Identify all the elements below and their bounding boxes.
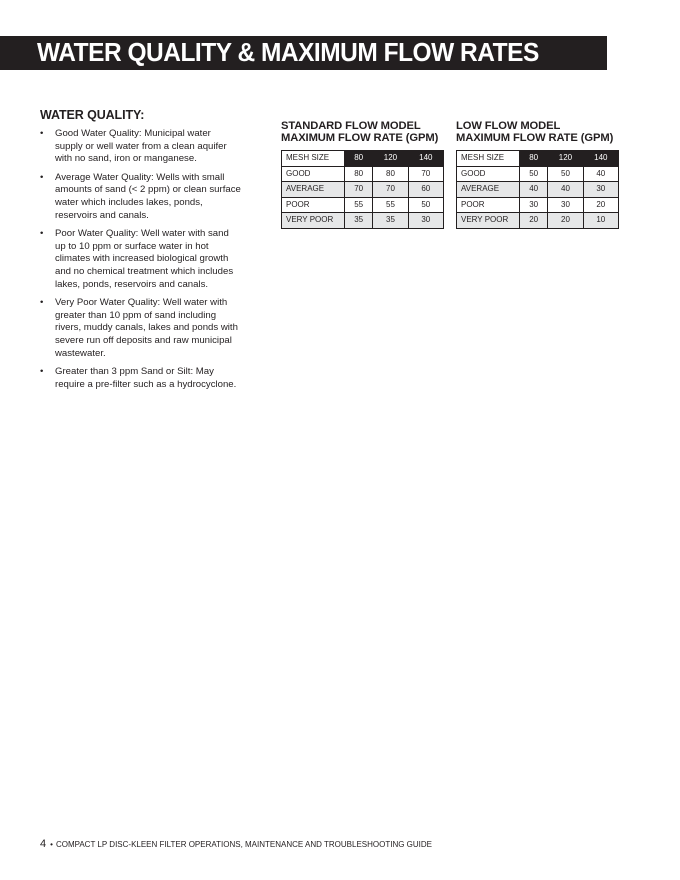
water-quality-line: reservoirs and canals. [55,209,149,221]
mesh-size-column-header: 140 [583,151,618,167]
water-quality-line: supply or well water from a clean aquifer [55,140,227,152]
bullet-icon: • [40,171,44,183]
low-flow-table [456,150,619,229]
water-quality-line: Poor Water Quality: Well water with sand [55,228,229,240]
flow-rate-cell: 30 [548,197,583,213]
water-quality-line: wastewater. [55,347,106,359]
page-number: 4 [40,838,47,850]
flow-rate-cell: 70 [345,182,373,198]
table-row [457,182,619,198]
footer-separator: • [50,840,53,849]
quality-label-cell: AVERAGE [457,182,520,198]
quality-label-cell: GOOD [282,166,345,182]
table-row [282,182,444,198]
water-quality-item [40,366,255,391]
standard-flow-heading-line1: STANDARD FLOW MODEL [281,120,421,132]
page-title: WATER QUALITY & MAXIMUM FLOW RATES [37,39,539,67]
water-quality-line: up to 10 ppm or surface water in hot [55,240,209,252]
flow-rate-cell: 30 [583,182,618,198]
flow-rate-cell: 35 [345,213,373,229]
flow-rate-cell: 40 [583,166,618,182]
quality-label-cell: POOR [282,197,345,213]
flow-rate-cell: 40 [548,182,583,198]
flow-rate-cell: 55 [373,197,408,213]
flow-rate-cell: 60 [408,182,443,198]
water-quality-line: Greater than 3 ppm Sand or Silt: May [55,366,214,378]
mesh-size-column-header: 120 [548,151,583,167]
bullet-icon: • [40,366,44,378]
flow-rate-cell: 70 [408,166,443,182]
flow-rate-cell: 20 [520,213,548,229]
water-quality-line: severe run off deposits and raw municipal [55,334,232,346]
flow-rate-cell: 70 [373,182,408,198]
standard-flow-heading [281,120,444,144]
standard-flow-heading-line2: MAXIMUM FLOW RATE (GPM) [281,132,439,144]
low-flow-heading-line1: LOW FLOW MODEL [456,120,561,132]
table-row [457,166,619,182]
flow-rate-cell: 80 [373,166,408,182]
table-row [282,166,444,182]
flow-rate-cell: 20 [548,213,583,229]
flow-rate-cell: 80 [345,166,373,182]
bullet-icon: • [40,228,44,240]
bullet-icon: • [40,128,44,139]
water-quality-heading: WATER QUALITY: [40,108,145,122]
quality-label-cell: VERY POOR [282,213,345,229]
flow-rate-cell: 50 [408,197,443,213]
water-quality-item [40,228,255,291]
low-flow-heading-line2: MAXIMUM FLOW RATE (GPM) [456,132,614,144]
water-quality-line: greater than 10 ppm of sand including [55,309,217,321]
mesh-size-header: MESH SIZE [282,151,345,167]
title-banner [0,36,607,70]
table-header-row [282,151,444,167]
table-row [457,213,619,229]
water-quality-list [40,128,255,391]
bullet-icon: • [40,297,44,309]
water-quality-line: require a pre-filter such as a hydrocyclone. [55,378,237,390]
flow-rate-cell: 55 [345,197,373,213]
flow-rate-cell: 40 [520,182,548,198]
page-footer [40,838,432,850]
quality-label-cell: AVERAGE [282,182,345,198]
flow-rate-cell: 50 [520,166,548,182]
table-row [282,213,444,229]
standard-flow-section [281,120,444,229]
flow-rate-cell: 50 [548,166,583,182]
water-quality-item [40,128,255,166]
water-quality-line: climates with increased biological growth [55,253,229,265]
water-quality-section [40,108,255,397]
water-quality-line: and no chemical treatment which includes [55,265,234,277]
mesh-size-column-header: 120 [373,151,408,167]
water-quality-line: lakes, ponds, reservoirs and canals. [55,278,209,290]
quality-label-cell: VERY POOR [457,213,520,229]
water-quality-item [40,172,255,222]
low-flow-section [456,120,619,229]
water-quality-line: water which includes lakes, ponds, [55,196,203,208]
flow-rate-cell: 35 [373,213,408,229]
mesh-size-header: MESH SIZE [457,151,520,167]
table-row [457,197,619,213]
flow-rate-cell: 20 [583,197,618,213]
flow-rate-cell: 30 [408,213,443,229]
mesh-size-column-header: 80 [520,151,548,167]
flow-rate-cell: 30 [520,197,548,213]
water-quality-line: rivers, muddy canals, lakes and ponds with [55,322,238,334]
quality-label-cell: POOR [457,197,520,213]
footer-title: COMPACT LP DISC-KLEEN FILTER OPERATIONS, MAINTENANCE AND TROUBLESHOOTING GUIDE [55,840,432,849]
water-quality-line: Average Water Quality: Wells with small [55,171,225,183]
water-quality-item [40,297,255,360]
table-header-row [457,151,619,167]
water-quality-line: Good Water Quality: Municipal water [55,128,211,139]
standard-flow-table [281,150,444,229]
water-quality-line: with no sand, iron or manganese. [55,153,197,165]
water-quality-line: amounts of sand (< 2 ppm) or clean surface [55,184,241,196]
water-quality-line: Very Poor Water Quality: Well water with [55,297,228,309]
quality-label-cell: GOOD [457,166,520,182]
mesh-size-column-header: 140 [408,151,443,167]
low-flow-heading [456,120,619,144]
flow-rate-cell: 10 [583,213,618,229]
mesh-size-column-header: 80 [345,151,373,167]
table-row [282,197,444,213]
